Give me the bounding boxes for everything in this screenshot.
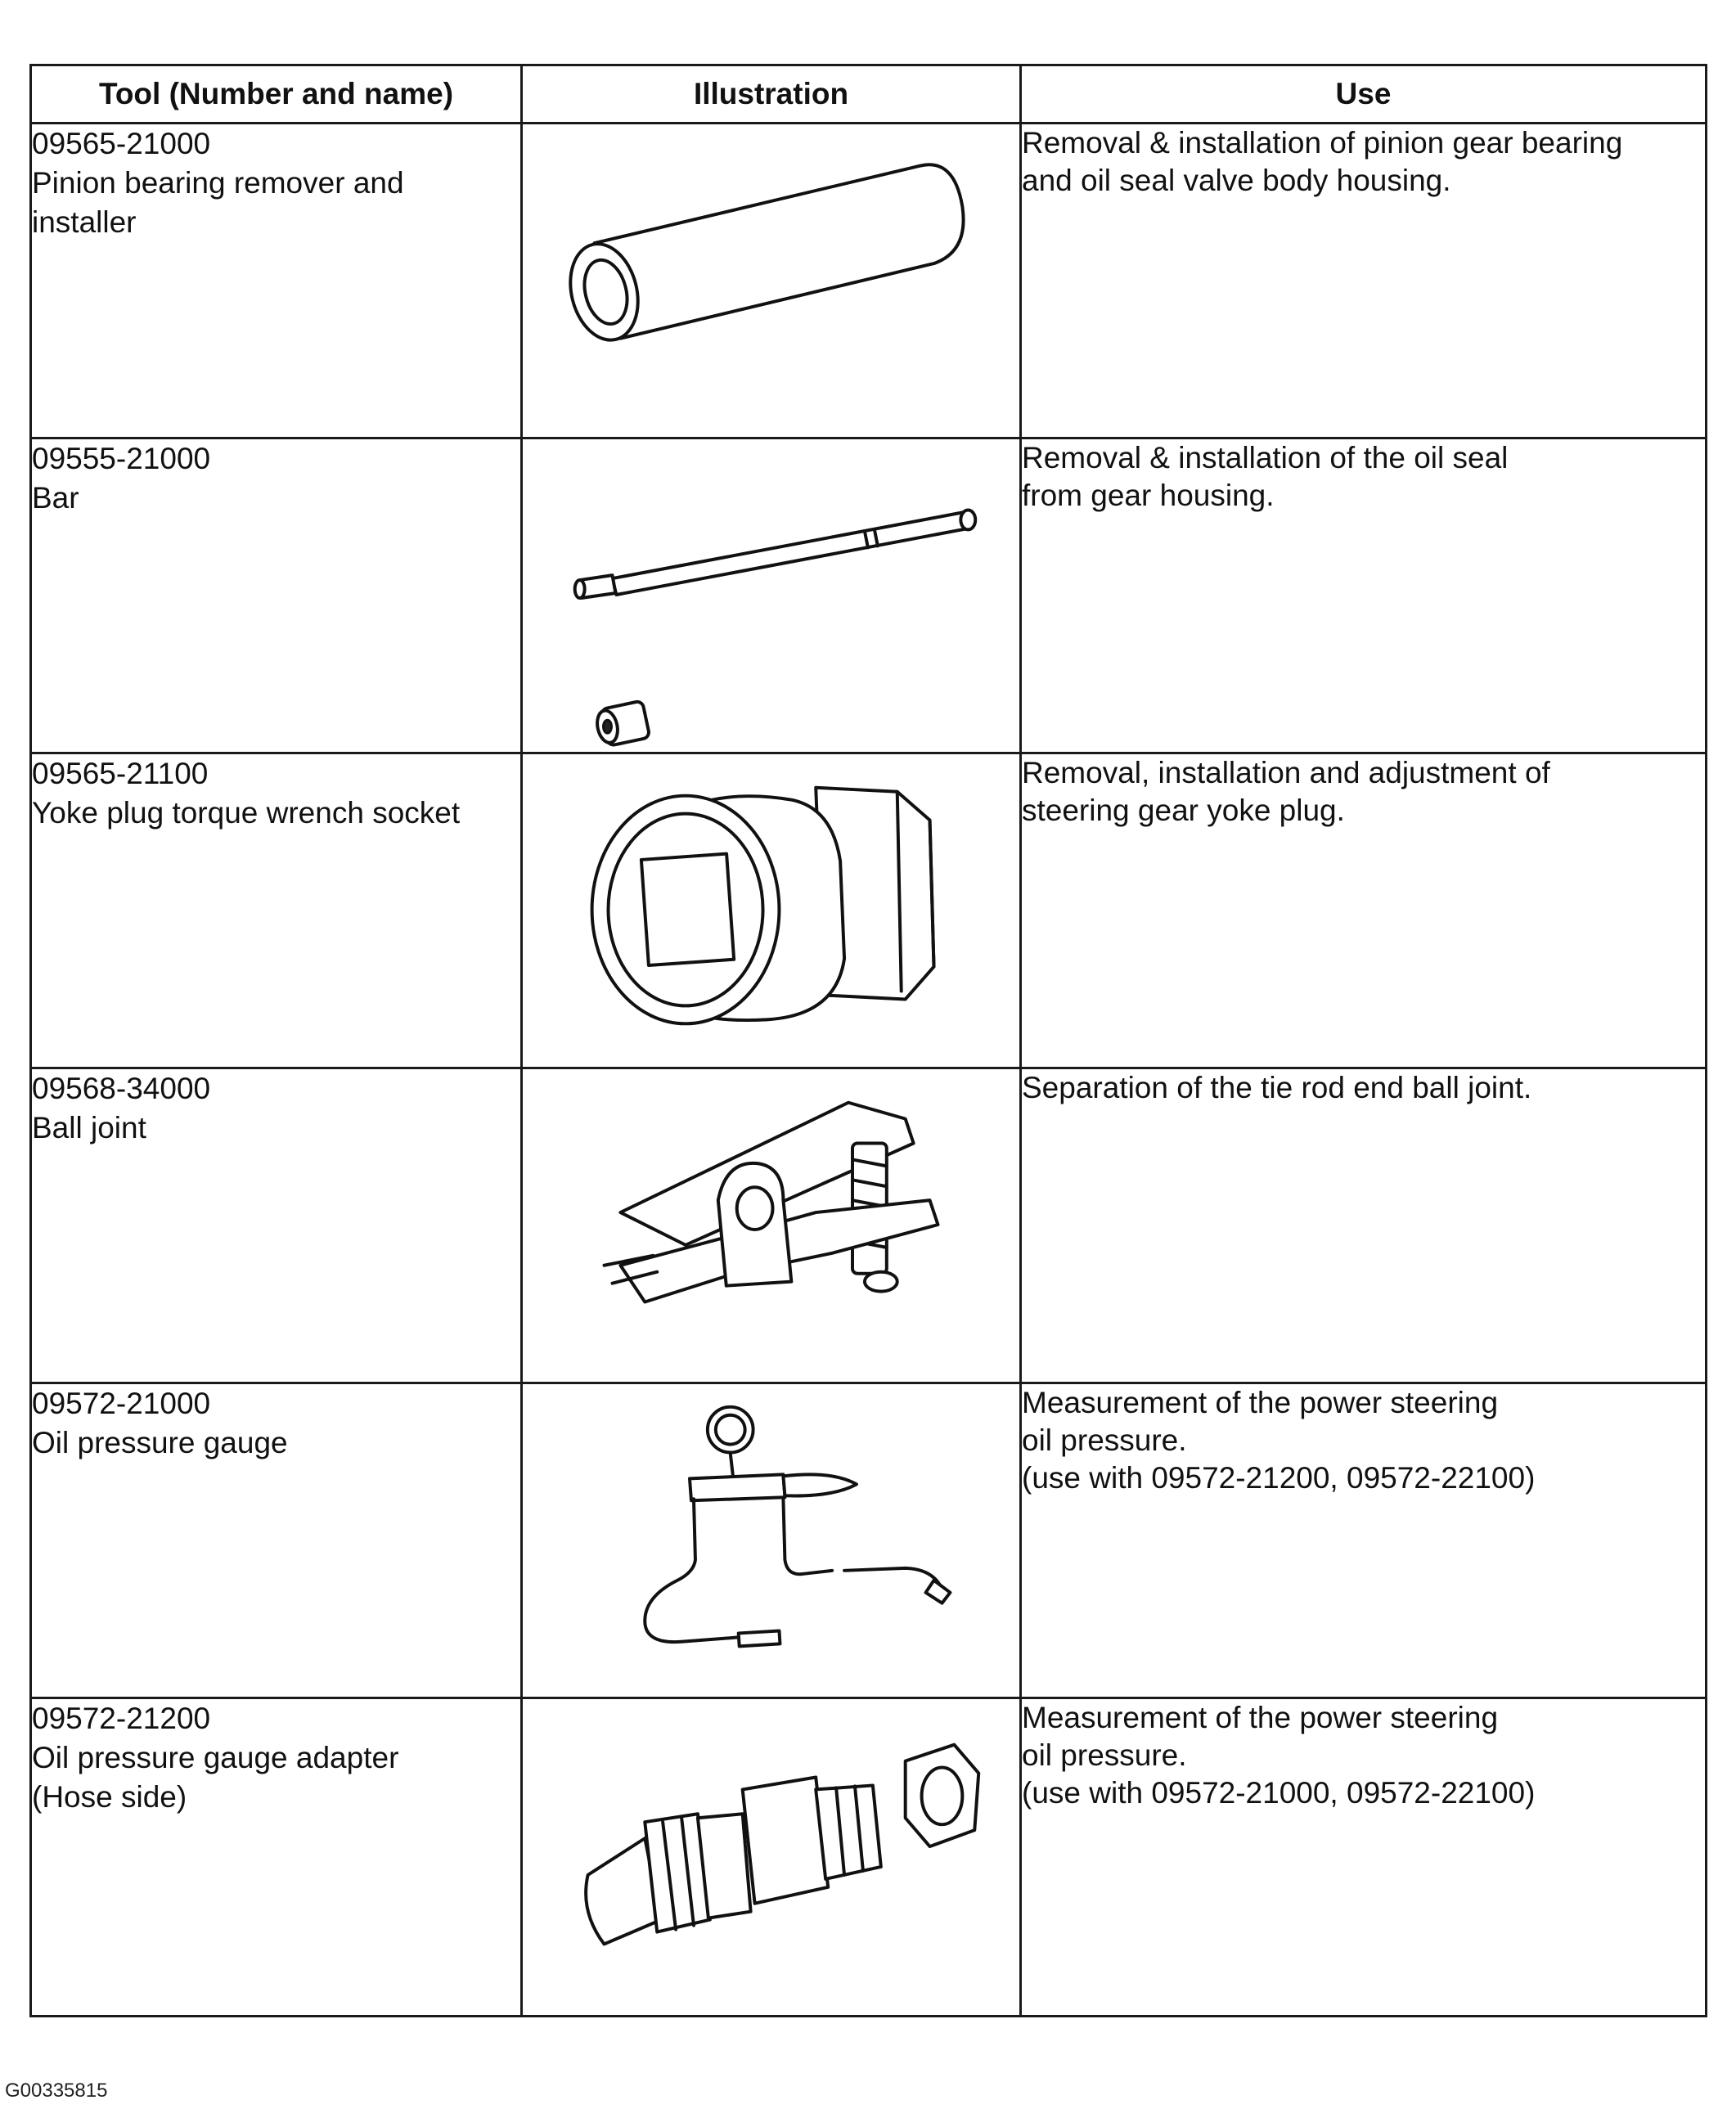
bar-tool-icon <box>523 439 1019 752</box>
table-row <box>31 1068 1707 1383</box>
header-use: Use <box>1021 65 1707 124</box>
tool-number: 09565-21000 <box>32 127 211 160</box>
socket-tool-icon <box>523 754 1019 1067</box>
tool-name: Oil pressure gauge adapter (Hose side) <box>32 1741 399 1814</box>
tool-number: 09572-21200 <box>32 1702 211 1735</box>
use-cell <box>1021 1068 1707 1383</box>
table-row <box>31 124 1707 438</box>
use-text: Measurement of the power steering oil pressure. (use with 09572-21000, 09572-22100) <box>1022 1701 1536 1810</box>
header-tool: Tool (Number and name) <box>31 65 522 124</box>
illustration-cell <box>522 1383 1021 1698</box>
illustration-cell <box>522 1068 1021 1383</box>
use-text: Removal & installation of pinion gear bearing and oil seal valve body housing. <box>1022 126 1623 197</box>
table-row <box>31 1383 1707 1698</box>
illustration-cell <box>522 1698 1021 2017</box>
header-illustration: Illustration <box>522 65 1021 124</box>
cylinder-sleeve-tool-icon <box>523 124 1019 437</box>
use-cell <box>1021 753 1707 1068</box>
tool-cell <box>31 1383 522 1698</box>
tool-cell <box>31 753 522 1068</box>
use-cell <box>1021 124 1707 438</box>
tool-name: Bar <box>32 481 79 515</box>
table-row <box>31 753 1707 1068</box>
tool-number: 09555-21000 <box>32 442 211 475</box>
illustration-cell <box>522 753 1021 1068</box>
tool-name: Oil pressure gauge <box>32 1426 288 1459</box>
table-row <box>31 1698 1707 2017</box>
tool-name: Ball joint <box>32 1111 146 1144</box>
use-cell <box>1021 438 1707 753</box>
figure-id: G00335815 <box>5 2080 108 2102</box>
tool-cell <box>31 1698 522 2017</box>
gauge-adapter-fitting-icon <box>523 1699 1019 2015</box>
tool-number: 09568-34000 <box>32 1072 211 1105</box>
tool-cell <box>31 124 522 438</box>
illustration-cell <box>522 124 1021 438</box>
tool-number: 09565-21100 <box>32 757 209 790</box>
use-cell <box>1021 1698 1707 2017</box>
tool-cell <box>31 438 522 753</box>
special-tools-table <box>29 64 1707 2017</box>
use-text: Removal, installation and adjustment of steering gear yoke plug. <box>1022 756 1550 827</box>
table-header-row <box>31 65 1707 124</box>
table-row <box>31 438 1707 753</box>
pressure-gauge-tool-icon <box>523 1384 1019 1697</box>
use-text: Measurement of the power steering oil pressure. (use with 09572-21200, 09572-22100) <box>1022 1386 1536 1495</box>
use-text: Separation of the tie rod end ball joint. <box>1022 1071 1532 1104</box>
ball-joint-puller-icon <box>523 1069 1019 1382</box>
tool-cell <box>31 1068 522 1383</box>
use-text: Removal & installation of the oil seal from gear housing. <box>1022 441 1509 512</box>
use-cell <box>1021 1383 1707 1698</box>
tool-name: Pinion bearing remover and installer <box>32 166 404 239</box>
tool-number: 09572-21000 <box>32 1387 211 1420</box>
tool-name: Yoke plug torque wrench socket <box>32 796 461 830</box>
illustration-cell <box>522 438 1021 753</box>
